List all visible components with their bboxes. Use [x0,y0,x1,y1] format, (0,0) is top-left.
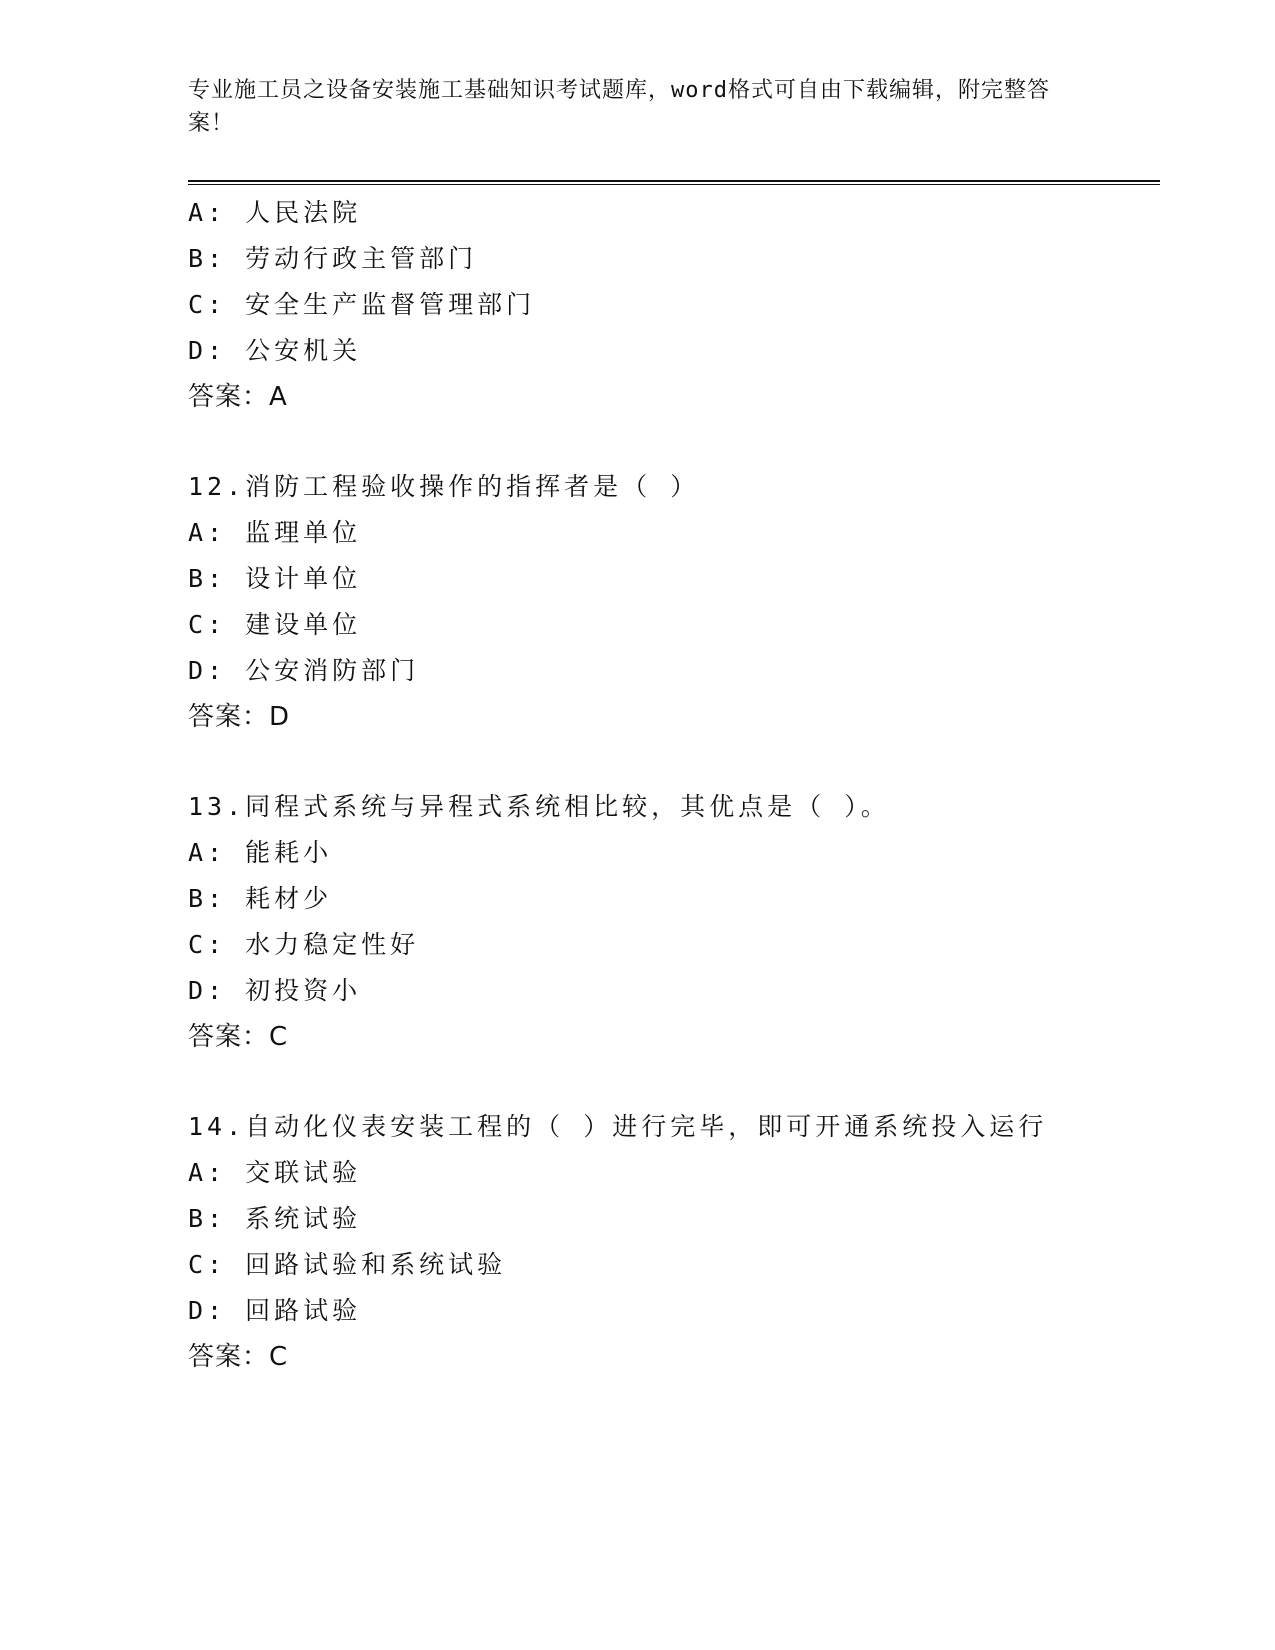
option-b: B: 系统试验 [188,1204,362,1233]
question-13 [188,784,1160,1060]
document-header: 专业施工员之设备安装施工基础知识考试题库，word格式可自由下载编辑，附完整答案！ [188,78,1050,136]
question-stem: 12.消防工程验收操作的指挥者是（ ） [188,472,700,501]
option-b: B: 劳动行政主管部门 [188,244,478,273]
option-d: D: 公安机关 [188,336,362,365]
option-a: A: 能耗小 [188,838,333,867]
option-b: B: 设计单位 [188,564,362,593]
header-divider-thick [188,180,1160,182]
question-stem: 14.自动化仪表安装工程的（ ）进行完毕，即可开通系统投入运行 [188,1112,1048,1141]
option-c: C: 回路试验和系统试验 [188,1250,507,1279]
question-14 [188,1104,1160,1380]
option-c: C: 安全生产监督管理部门 [188,290,536,319]
question-list [188,190,1160,1380]
question-12 [188,464,1160,740]
answer: 答案：C [188,1022,289,1052]
option-c: C: 水力稳定性好 [188,930,420,959]
option-a: A: 监理单位 [188,518,362,547]
header-divider-thin [188,184,1160,185]
answer: 答案：A [188,382,288,412]
option-a: A: 交联试验 [188,1158,362,1187]
question-stem: 13.同程式系统与异程式系统相比较，其优点是（ ）。 [188,792,890,821]
answer: 答案：D [188,702,291,732]
option-c: C: 建设单位 [188,610,362,639]
option-d: D: 初投资小 [188,976,362,1005]
option-b: B: 耗材少 [188,884,333,913]
option-d: D: 回路试验 [188,1296,362,1325]
answer: 答案：C [188,1342,289,1372]
option-a: A: 人民法院 [188,198,362,227]
option-d: D: 公安消防部门 [188,656,420,685]
question-11-continued [188,190,1160,420]
